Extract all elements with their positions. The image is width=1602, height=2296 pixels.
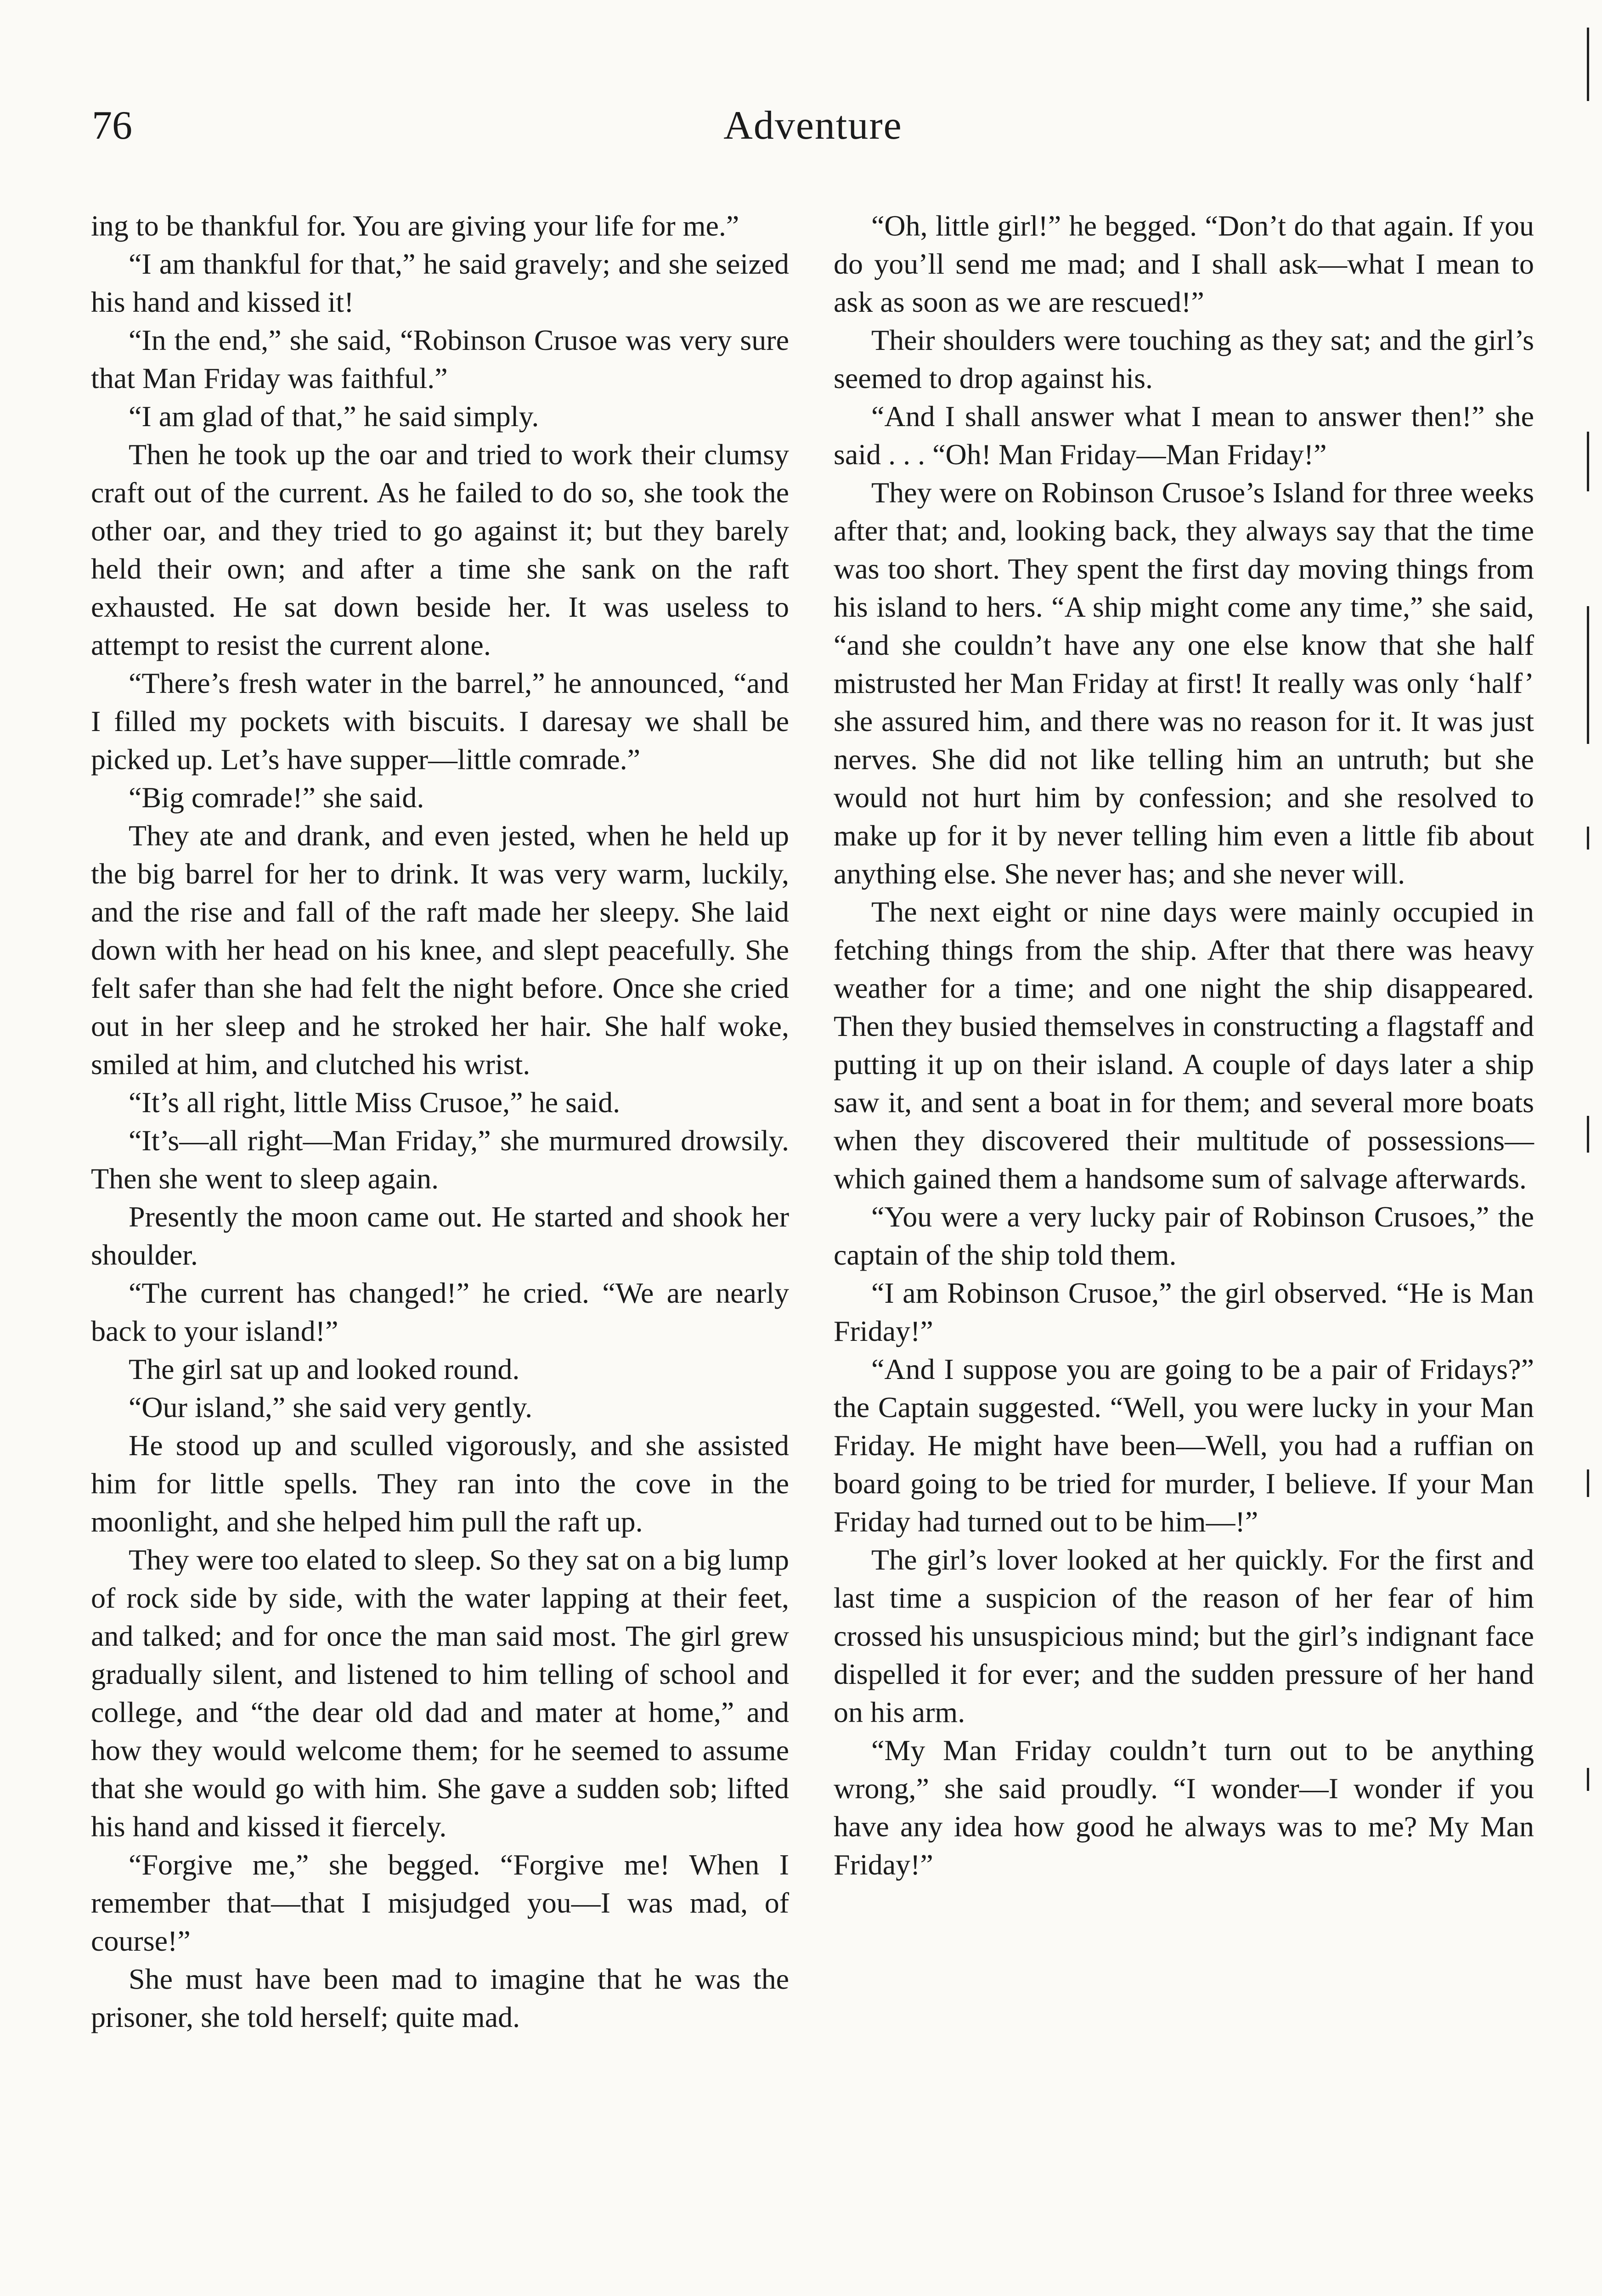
page-edge-mark [1587, 1768, 1589, 1791]
paragraph: “I am thankful for that,” he said gravely; and she seized his hand and kissed it! [91, 248, 789, 318]
paragraph: “There’s fresh water in the barrel,” he announced, “and I filled my pockets with biscuits. I daresay we shall be picked up. Let’s have supper—little comrade.” [91, 667, 789, 776]
paragraph: “And I suppose you are going to be a pair of Fridays?” the Captain suggested. “Well, you were lucky in your Man Friday. He might have been—Well, you had a ruffian on board going to be tried for murder, I believe. If your Man Friday had turned out to be him—!” [834, 1353, 1534, 1538]
page-title: Adventure [723, 103, 903, 148]
paragraph: “In the end,” she said, “Robinson Crusoe was very sure that Man Friday was faithful.” [91, 324, 789, 394]
paragraph: “You were a very lucky pair of Robinson Crusoes,” the captain of the ship told them. [834, 1200, 1534, 1271]
paragraph: “Our island,” she said very gently. [129, 1391, 533, 1424]
paragraph: “The current has changed!” he cried. “We are nearly back to your island!” [91, 1277, 789, 1347]
page-edge-mark [1587, 1116, 1589, 1153]
page-edge-mark [1587, 1469, 1589, 1497]
paragraph: They were on Robinson Crusoe’s Island for three weeks after that; and, looking back, they always say that the time was too short. They spent the first day moving things from his island to hers. “A ship might come any time,” she said, “and she couldn’t have any one else know that she half mistrusted her Man Friday at first! It really was only ‘half’ she assured him, and there was no reason for it. It was just nerves. She did not like telling him an untruth; but she would not hurt him by confession; and she resolved to make up for it by never telling him even a little fib about anything else. She never has; and she never will. [834, 476, 1534, 890]
paragraph: They were too elated to sleep. So they sat on a big lump of rock side by side, with the water lapping at their feet, and talked; and for once the man said most. The girl grew gradually silent, and listened to him telling of school and college, and “the dear old dad and mater at home,” and how they would welcome them; for he seemed to assume that she would go with him. She gave a sudden sob; lifted his hand and kissed it fiercely. [91, 1543, 789, 1843]
paragraph: “My Man Friday couldn’t turn out to be anything wrong,” she said proudly. “I wonder—I wonder if you have any idea how good he always was to me? My Man Friday!” [834, 1734, 1534, 1881]
paragraph: “Forgive me,” she begged. “Forgive me! When I remember that—that I misjudged you—I was mad, of course!” [91, 1848, 789, 1957]
paragraph: “I am glad of that,” he said simply. [129, 400, 539, 433]
paragraph: Presently the moon came out. He started and shook her shoulder. [91, 1200, 789, 1271]
paragraph: Their shoulders were touching as they sat; and the girl’s seemed to drop against his. [834, 324, 1534, 394]
page-edge-mark [1587, 827, 1589, 850]
paragraph: He stood up and sculled vigorously, and she assisted him for little spells. They ran into the cove in the moonlight, and she helped him pull the raft up. [91, 1429, 789, 1538]
paragraph: The girl sat up and looked round. [129, 1353, 520, 1385]
page-edge-mark [1587, 606, 1589, 744]
paragraph: The next eight or nine days were mainly occupied in fetching things from the ship. After that there was heavy weather for a time; and one night the ship disappeared. Then they busied themselves in constructing a flagstaff and putting it up on their island. A couple of days later a ship saw it, and sent a boat in for them; and several more boats when they discovered their multitude of possessions—which gained them a handsome sum of salvage afterwards. [834, 895, 1534, 1195]
paragraph: She must have been mad to imagine that he was the prisoner, she told herself; quite mad. [91, 1963, 789, 2033]
paragraph: ing to be thankful for. You are giving your life for me.” [91, 209, 739, 242]
page-edge-mark [1587, 28, 1589, 101]
paragraph: “Big comrade!” she said. [129, 781, 424, 814]
paragraph: They ate and drank, and even jested, when he held up the big barrel for her to drink. It was very warm, luckily, and the rise and fall of the raft made her sleepy. She laid down with her head on his knee, and slept peacefully. She felt safer than she had felt the night before. Once she cried out in her sleep and he stroked her hair. She half woke, smiled at him, and clutched his wrist. [91, 819, 789, 1080]
right-column [834, 207, 1534, 1884]
paragraph: “And I shall answer what I mean to answer then!” she said . . . “Oh! Man Friday—Man Friday!” [834, 400, 1534, 471]
paragraph: “It’s all right, little Miss Crusoe,” he said. [129, 1086, 620, 1119]
page-edge-mark [1587, 432, 1589, 491]
page-number: 76 [92, 103, 132, 148]
paragraph: The girl’s lover looked at her quickly. For the first and last time a suspicion of the reason of her fear of him crossed his unsuspicious mind; but the girl’s indignant face dispelled it for ever; and the sudden pressure of her hand on his arm. [834, 1543, 1534, 1728]
paragraph: “It’s—all right—Man Friday,” she murmured drowsily. Then she went to sleep again. [91, 1124, 789, 1195]
paragraph: “Oh, little girl!” he begged. “Don’t do that again. If you do you’ll send me mad; and I shall ask—what I mean to ask as soon as we are rescued!” [834, 209, 1534, 318]
paragraph: Then he took up the oar and tried to work their clumsy craft out of the current. As he failed to do so, she took the other oar, and they tried to go against it; but they barely held their own; and after a time she sank on the raft exhausted. He sat down beside her. It was useless to attempt to resist the current alone. [91, 438, 789, 661]
left-column [91, 207, 789, 2036]
paragraph: “I am Robinson Crusoe,” the girl observed. “He is Man Friday!” [834, 1277, 1534, 1347]
